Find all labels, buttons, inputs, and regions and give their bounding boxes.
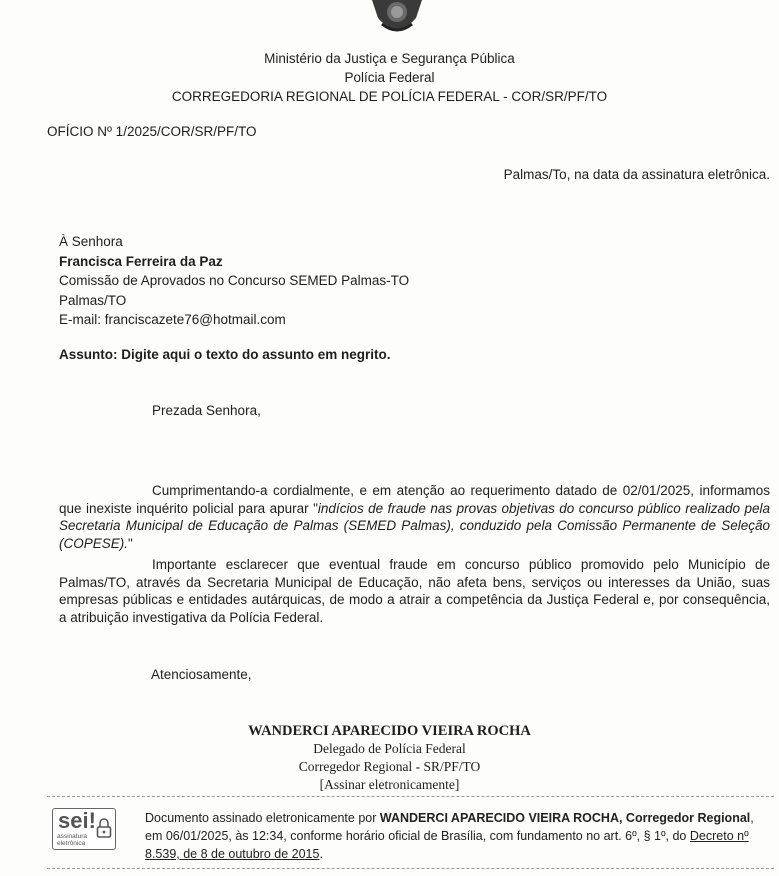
subject-line: Assunto: Digite aqui o texto do assunto em negrito. <box>59 347 391 362</box>
header-ministry: Ministério da Justiça e Segurança Pública <box>264 51 515 66</box>
sei-logo-sub1: assinatura <box>57 833 87 840</box>
header-department: CORREGEDORIA REGIONAL DE POLÍCIA FEDERAL - COR/SR/PF/TO <box>171 89 608 104</box>
recipient-email: E-mail: franciscazete76@hotmail.com <box>59 312 286 327</box>
recipient-org: Comissão de Aprovados no Concurso SEMED Palmas-TO <box>59 273 410 288</box>
stamp-bottom-divider <box>47 868 774 869</box>
sei-stamp-text <box>145 809 770 863</box>
body-p1-end: " <box>128 535 133 551</box>
sign-electronically: [Assinar eletronicamente] <box>319 777 460 792</box>
sei-text-2: , em 06/01/2025, às 12:34, conforme horário oficial de Brasília, com fundamento no art. 6º, § 1º, do <box>145 811 754 843</box>
body-p1-quote: indícios de fraude nas provas objetivas do concurso público realizado pela Secretaria Municipal de Educação de Palmas (SEMED Palmas), conduzido pela Comissão Permanente de Seleção (COPESE). <box>59 500 770 551</box>
sei-text-3: . <box>319 847 323 861</box>
brasao-icon <box>368 0 426 36</box>
oficio-number: OFÍCIO Nº 1/2025/COR/SR/PF/TO <box>47 124 257 139</box>
stamp-top-divider <box>47 796 774 797</box>
sei-signer: WANDERCI APARECIDO VIEIRA ROCHA, Corregedor Regional <box>379 811 751 825</box>
decree-link[interactable]: Decreto nº 8.539, de 8 de outubro de 2015 <box>145 829 749 861</box>
body-paragraph-2 <box>59 556 770 626</box>
recipient-name: Francisca Ferreira da Paz <box>59 253 223 269</box>
closing: Atenciosamente, <box>151 667 252 682</box>
sei-logo-sub2: eletrônica <box>57 840 86 847</box>
place-date: Palmas/To, na data da assinatura eletrônica. <box>503 167 770 182</box>
recipient-salutation: À Senhora <box>59 234 123 249</box>
signer-name: WANDERCI APARECIDO VIEIRA ROCHA <box>248 723 531 739</box>
body-p1-start: Cumprimentando-a cordialmente, e em atenção ao requerimento datado de 02/01/2025, informamos que inexiste inquérito policial para apurar " <box>59 483 770 516</box>
header-agency: Polícia Federal <box>344 70 435 85</box>
body-p2-text: Importante esclarecer que eventual fraude em concurso público promovido pelo Município de Palmas/TO, através da Secretaria Municipal de Educação, não afeta bens, serviços ou interesses da União, suas empresas públicas e entidades autárquicas, de modo a atrair a competência da Justiça Federal e, por consequência, a atribuição investigativa da Polícia Federal. <box>59 557 770 625</box>
body-paragraph-1 <box>59 482 770 552</box>
signer-role: Corregedor Regional - SR/PF/TO <box>298 759 481 774</box>
greeting: Prezada Senhora, <box>152 403 261 418</box>
sei-text-1: Documento assinado eletronicamente por <box>145 811 380 825</box>
sei-seal-icon <box>52 808 116 850</box>
signer-title: Delegado de Polícia Federal <box>313 741 466 756</box>
sei-logo-text: sei! <box>58 808 96 833</box>
recipient-block <box>59 232 409 330</box>
lock-icon <box>96 817 112 839</box>
recipient-city: Palmas/TO <box>59 292 127 308</box>
